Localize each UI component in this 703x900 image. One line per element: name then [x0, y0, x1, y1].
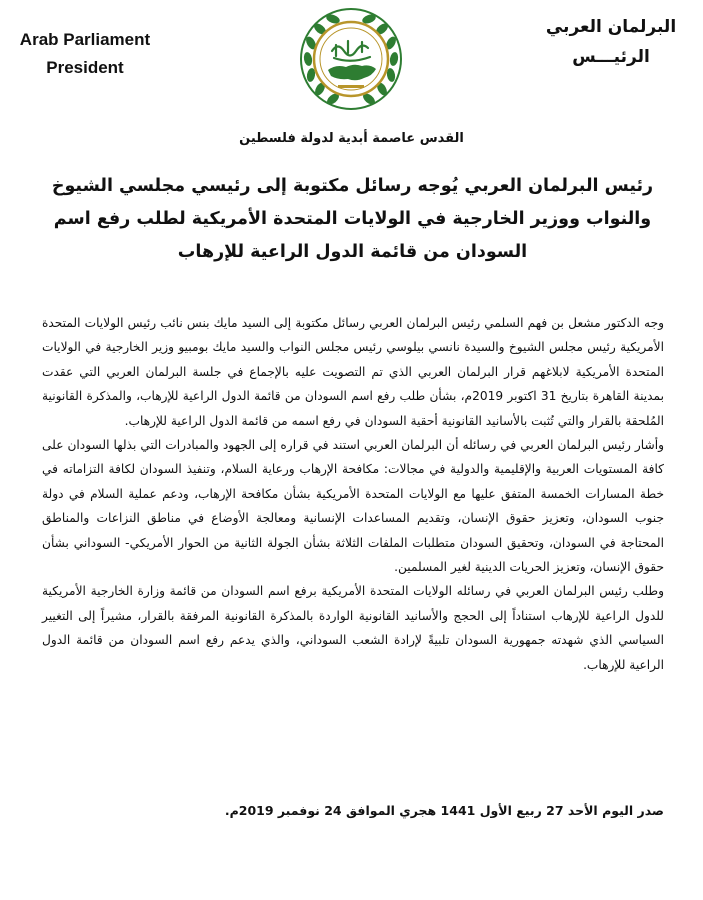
english-org-name: Arab Parliament — [19, 30, 151, 49]
body-paragraph-3: وطلب رئيس البرلمان العربي في رسائله الولايات المتحدة الأمريكية برفع اسم السودان من قائمة وزارة الخارجية الأمريكية للدول الراعية للإرهاب استناداً إلى الحجج والأسانيد القانونية الواردة بالمذكرة القانونية المرفقة بالقرار، مشيراً إلى التغيير السياسي الذي شهدته جمهورية السودان تلبيةً لإرادة الشعب السوداني، والذي يدعم رفع اسم السودان من قائمة الدول الراعية للإرهاب. — [42, 584, 664, 672]
english-letterhead — [10, 26, 160, 82]
arabic-org-name: البرلمان العربي — [545, 17, 677, 37]
issue-dateline: صدر اليوم الأحد 27 ربيع الأول 1441 هجري الموافق 24 نوفمبر 2019م. — [224, 803, 664, 818]
english-title: President — [46, 58, 124, 77]
arabic-letterhead — [541, 12, 681, 72]
press-release-headline: رئيس البرلمان العربي يُوجه رسائل مكتوبة إلى رئيسي مجلسي الشيوخ والنواب ووزير الخارجية في الولايات المتحدة الأمريكية لطلب رفع اسم السودان من قائمة الدول الراعية للإرهاب — [51, 176, 654, 262]
jerusalem-tagline: القدس عاصمة أبدية لدولة فلسطين — [239, 131, 464, 146]
body-paragraph-1: وجه الدكتور مشعل بن فهم السلمي رئيس البرلمان العربي رسائل مكتوبة إلى السيد مايك بنس نائب رئيس الولايات المتحدة الأمريكية رئيس مجلس الشيوخ والسيدة نانسي بيلوسي رئيس مجلس النواب والسيد مايك بومبيو وزير الخارجية في الولايات المتحدة الأمريكية لابلاغهم قرار البرلمان العربي الذي تم التصويت عليه بالإجماع في جلسة البرلمان العربي التي عقدت بمدينة القاهرة بتاريخ 31 اكتوبر 2019م، بشأن طلب رفع اسم السودان من قائمة الدول الراعية للإرهاب، والمذكرة القانونية المُلحقة بالقرار والتي تُثبت بالأسانيد القانونية أحقية السودان في رفع اسمه من قائمة الدول الراعية للإرهاب. — [42, 316, 664, 428]
body-paragraph-2: وأشار رئيس البرلمان العربي في رسائله أن البرلمان العربي استند في قراره إلى الجهود والمبادرات التي بذلها السودان على كافة المستويات العربية والإقليمية والدولية في مجالات: مكافحة الإرهاب ورعاية السلام، وتنفيذ السودان لكافة التزاماته في خطة المسارات الخمسة المتفق عليها مع الولايات المتحدة الأمريكية بشأن مكافحة الإرهاب، ودعم عملية السلام في دولة جنوب السودان، وتعزيز حقوق الإنسان، وتقديم المساعدات الإنسانية ومعالجة الأوضاع في مناطق النزاعات والمناطق المحتاجة في السودان، وتحقيق السودان متطلبات الملفات الثلاثة بشأن الجولة الثانية من الحوار الأمريكي- السوداني بشأن حقوق الإنسان، وتعزيز الحريات الدينية لغير المسلمين. — [42, 438, 664, 575]
arab-parliament-emblem-icon — [298, 6, 404, 112]
arabic-title: الرئيـــس — [572, 47, 650, 67]
press-release-body — [42, 311, 664, 677]
